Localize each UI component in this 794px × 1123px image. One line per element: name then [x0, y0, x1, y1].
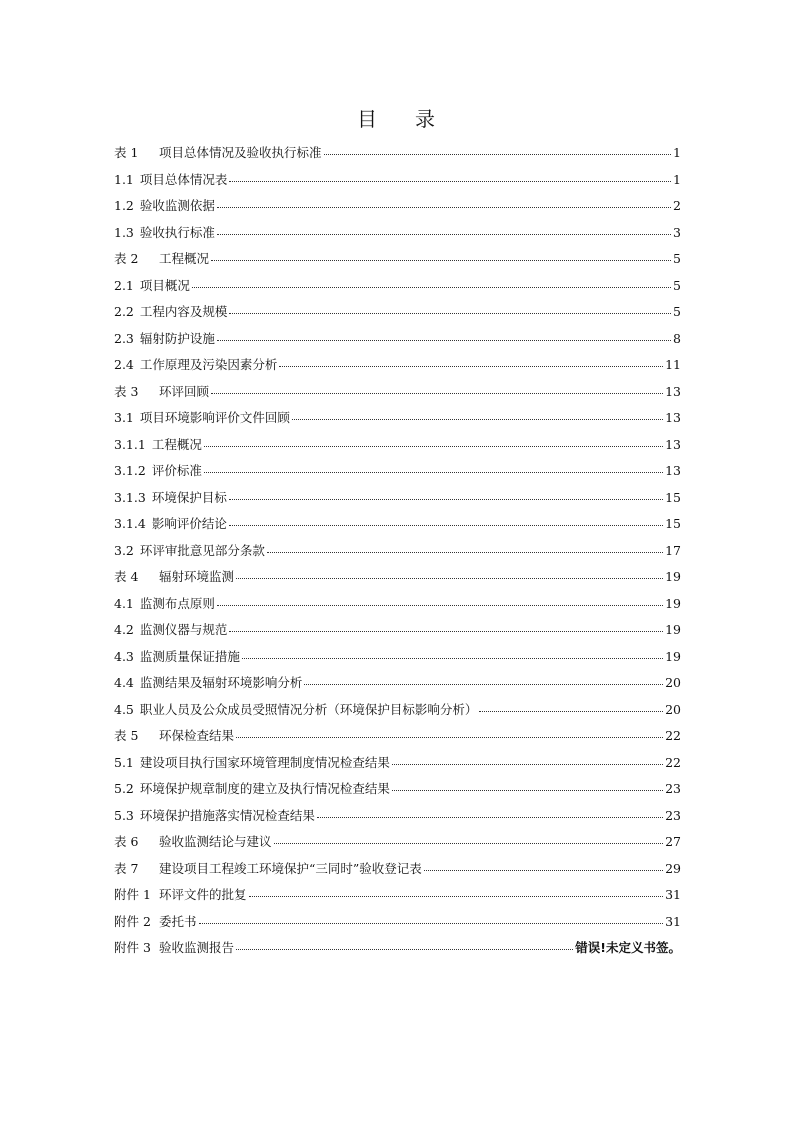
toc-entry[interactable] — [114, 196, 681, 223]
toc-entry-title: 建设项目执行国家环境管理制度情况检查结果 — [139, 754, 390, 770]
toc-entry-title: 环境保护目标 — [151, 489, 227, 505]
toc-entry-page: 13 — [665, 383, 681, 399]
toc-entry-page: 20 — [665, 675, 681, 690]
toc-entry-page: 1 — [673, 171, 681, 187]
toc-leader-dots — [292, 419, 663, 420]
toc-entry-title: 环评回顾 — [159, 383, 210, 399]
toc-leader-dots — [279, 366, 663, 367]
toc-entry-title: 辐射环境监测 — [159, 569, 235, 584]
toc-entry-number: 5.3 — [114, 807, 134, 823]
toc-entry-title: 环评文件的批复 — [159, 887, 247, 902]
toc-entry-number: 2.2 — [114, 304, 134, 319]
toc-entry-page: 11 — [665, 357, 681, 372]
toc-entry-number: 表 6 — [114, 834, 139, 849]
title-right-char: 录 — [415, 107, 437, 131]
toc-entry[interactable] — [114, 541, 681, 568]
toc-leader-dots — [229, 181, 671, 182]
toc-entry[interactable] — [114, 276, 681, 303]
toc-entry-title: 环保检查结果 — [159, 728, 235, 743]
toc-entry-title: 工程概况 — [159, 251, 210, 266]
toc-entry-title: 监测质量保证措施 — [139, 648, 240, 664]
toc-leader-dots — [217, 234, 671, 235]
toc-entry[interactable] — [114, 408, 681, 435]
toc-entry-title: 监测仪器与规范 — [139, 622, 228, 637]
toc-leader-dots — [217, 207, 671, 208]
toc-entry-page: 19 — [665, 648, 681, 664]
toc-leader-dots — [236, 737, 663, 738]
toc-entry[interactable] — [114, 912, 681, 939]
toc-entry[interactable] — [114, 806, 681, 833]
toc-entry-page: 2 — [673, 198, 681, 213]
toc-entry-page: 22 — [665, 728, 681, 743]
toc-entry-page: 29 — [665, 860, 681, 876]
toc-entry-page: 31 — [665, 913, 681, 929]
toc-entry-title: 项目概况 — [139, 277, 190, 293]
toc-entry[interactable] — [114, 859, 681, 886]
toc-entry-title: 委托书 — [159, 913, 197, 929]
toc-entry-title: 职业人员及公众成员受照情况分析（环境保护目标影响分析） — [139, 701, 478, 717]
toc-entry-number: 5.2 — [114, 781, 134, 796]
toc-entry[interactable] — [114, 355, 681, 382]
toc-entry-title: 环境保护规章制度的建立及执行情况检查结果 — [139, 781, 390, 796]
toc-entry-title: 环评审批意见部分条款 — [139, 542, 265, 558]
toc-entry-title: 项目环境影响评价文件回顾 — [139, 410, 290, 425]
toc-entry-page: 19 — [665, 622, 681, 637]
toc-leader-dots — [424, 870, 663, 871]
toc-leader-dots — [217, 340, 671, 341]
toc-entry-page: 19 — [665, 595, 681, 611]
toc-entry-title: 工程概况 — [151, 436, 202, 452]
toc-entry-number: 4.3 — [114, 648, 134, 664]
toc-entry[interactable] — [114, 461, 681, 488]
toc-entry-title: 项目总体情况表 — [139, 171, 228, 187]
toc-entry-title: 项目总体情况及验收执行标准 — [159, 145, 322, 160]
toc-entry[interactable] — [114, 779, 681, 806]
title-left-char: 目 — [357, 107, 379, 131]
toc-entry-title: 工作原理及污染因素分析 — [139, 357, 278, 372]
toc-entry[interactable] — [114, 726, 681, 753]
toc-entry-number: 4.4 — [114, 675, 134, 690]
table-of-contents — [114, 143, 681, 965]
toc-leader-dots — [392, 764, 663, 765]
toc-entry-page: 27 — [665, 834, 681, 849]
toc-entry-number: 表 4 — [114, 569, 139, 584]
toc-leader-dots — [249, 896, 664, 897]
toc-entry-number: 2.3 — [114, 330, 134, 346]
toc-entry-number: 3.1.4 — [114, 516, 146, 531]
toc-entry-number: 3.1 — [114, 410, 134, 425]
toc-entry-number: 1.2 — [114, 198, 134, 213]
toc-entry[interactable] — [114, 567, 681, 594]
toc-entry[interactable] — [114, 329, 681, 356]
toc-entry[interactable] — [114, 302, 681, 329]
toc-entry-title: 验收监测依据 — [139, 198, 215, 213]
toc-entry-title: 监测布点原则 — [139, 595, 215, 611]
toc-entry[interactable] — [114, 832, 681, 859]
toc-entry-title: 环境保护措施落实情况检查结果 — [139, 807, 315, 823]
toc-entry-page: 3 — [673, 224, 681, 240]
toc-entry[interactable] — [114, 435, 681, 462]
toc-entry-number: 表 2 — [114, 251, 139, 266]
toc-leader-dots — [324, 154, 672, 155]
toc-entry-number: 表 5 — [114, 728, 139, 743]
toc-entry[interactable] — [114, 249, 681, 276]
toc-entry-number: 3.1.2 — [114, 463, 146, 478]
toc-entry-page: 17 — [665, 542, 681, 558]
toc-entry-page: 13 — [665, 436, 681, 452]
toc-entry-title: 辐射防护设施 — [139, 330, 215, 346]
toc-entry[interactable] — [114, 514, 681, 541]
toc-entry[interactable] — [114, 382, 681, 409]
toc-entry-number: 4.1 — [114, 595, 134, 611]
toc-entry[interactable] — [114, 700, 681, 727]
toc-entry[interactable] — [114, 938, 681, 965]
toc-entry-number: 3.2 — [114, 542, 134, 558]
toc-leader-dots — [204, 472, 663, 473]
toc-entry[interactable] — [114, 170, 681, 197]
toc-entry-number: 3.1.3 — [114, 489, 146, 505]
toc-entry-number: 附件 3 — [114, 940, 151, 955]
toc-entry-number: 1.3 — [114, 224, 134, 240]
toc-entry-title: 工程内容及规模 — [139, 304, 228, 319]
toc-entry-number: 4.5 — [114, 701, 134, 717]
toc-entry[interactable] — [114, 594, 681, 621]
toc-leader-dots — [229, 313, 671, 314]
toc-entry[interactable] — [114, 143, 681, 170]
toc-entry-title: 验收执行标准 — [139, 224, 215, 240]
toc-leader-dots — [211, 260, 671, 261]
toc-entry-page: 5 — [673, 304, 681, 319]
toc-entry-page: 8 — [673, 330, 681, 346]
toc-entry-page: 22 — [665, 754, 681, 770]
page-title — [0, 103, 794, 132]
toc-entry-title: 建设项目工程竣工环境保护“三同时”验收登记表 — [159, 860, 422, 876]
toc-leader-dots — [192, 287, 671, 288]
toc-entry-page: 31 — [665, 887, 681, 902]
toc-leader-dots — [229, 631, 663, 632]
toc-leader-dots — [479, 711, 663, 712]
toc-entry-title: 验收监测结论与建议 — [159, 834, 272, 849]
toc-entry-page: 13 — [665, 463, 681, 478]
toc-leader-dots — [204, 446, 663, 447]
toc-entry-number: 表 3 — [114, 383, 139, 399]
toc-entry[interactable] — [114, 647, 681, 674]
toc-entry[interactable] — [114, 620, 681, 647]
toc-entry-page: 5 — [673, 251, 681, 266]
toc-entry-number: 附件 2 — [114, 913, 151, 929]
toc-leader-dots — [242, 658, 663, 659]
toc-leader-dots — [199, 923, 664, 924]
toc-entry-title: 评价标准 — [151, 463, 202, 478]
toc-entry[interactable] — [114, 488, 681, 515]
toc-leader-dots — [229, 525, 663, 526]
toc-entry-page: 19 — [665, 569, 681, 584]
toc-entry-number: 2.1 — [114, 277, 134, 293]
toc-leader-dots — [304, 684, 663, 685]
toc-entry[interactable] — [114, 223, 681, 250]
toc-leader-dots — [211, 393, 663, 394]
toc-entry-page: 15 — [665, 489, 681, 505]
toc-leader-dots — [274, 843, 664, 844]
toc-entry-page: 15 — [665, 516, 681, 531]
toc-entry[interactable] — [114, 673, 681, 700]
toc-leader-dots — [392, 790, 663, 791]
toc-entry-number: 2.4 — [114, 357, 134, 372]
toc-entry-number: 5.1 — [114, 754, 134, 770]
toc-entry-title: 监测结果及辐射环境影响分析 — [139, 675, 303, 690]
toc-entry-page: 23 — [665, 807, 681, 823]
toc-entry-page: 20 — [665, 701, 681, 717]
toc-entry-number: 3.1.1 — [114, 436, 146, 452]
toc-leader-dots — [267, 552, 663, 553]
toc-entry-number: 1.1 — [114, 171, 134, 187]
toc-leader-dots — [236, 578, 663, 579]
toc-entry-page: 13 — [665, 410, 681, 425]
toc-leader-dots — [317, 817, 663, 818]
toc-entry[interactable] — [114, 753, 681, 780]
toc-entry[interactable] — [114, 885, 681, 912]
toc-entry-page: 5 — [673, 277, 681, 293]
toc-leader-dots — [217, 605, 663, 606]
toc-entry-page: 23 — [665, 781, 681, 796]
toc-entry-number: 4.2 — [114, 622, 134, 637]
toc-leader-dots — [229, 499, 663, 500]
toc-entry-page-error: 错误!未定义书签。 — [575, 940, 681, 955]
toc-entry-number: 附件 1 — [114, 887, 151, 902]
toc-entry-title: 影响评价结论 — [151, 516, 227, 531]
toc-entry-title: 验收监测报告 — [159, 940, 235, 955]
toc-entry-number: 表 1 — [114, 145, 139, 160]
toc-leader-dots — [236, 949, 573, 950]
toc-entry-page: 1 — [673, 145, 681, 160]
toc-entry-number: 表 7 — [114, 860, 139, 876]
